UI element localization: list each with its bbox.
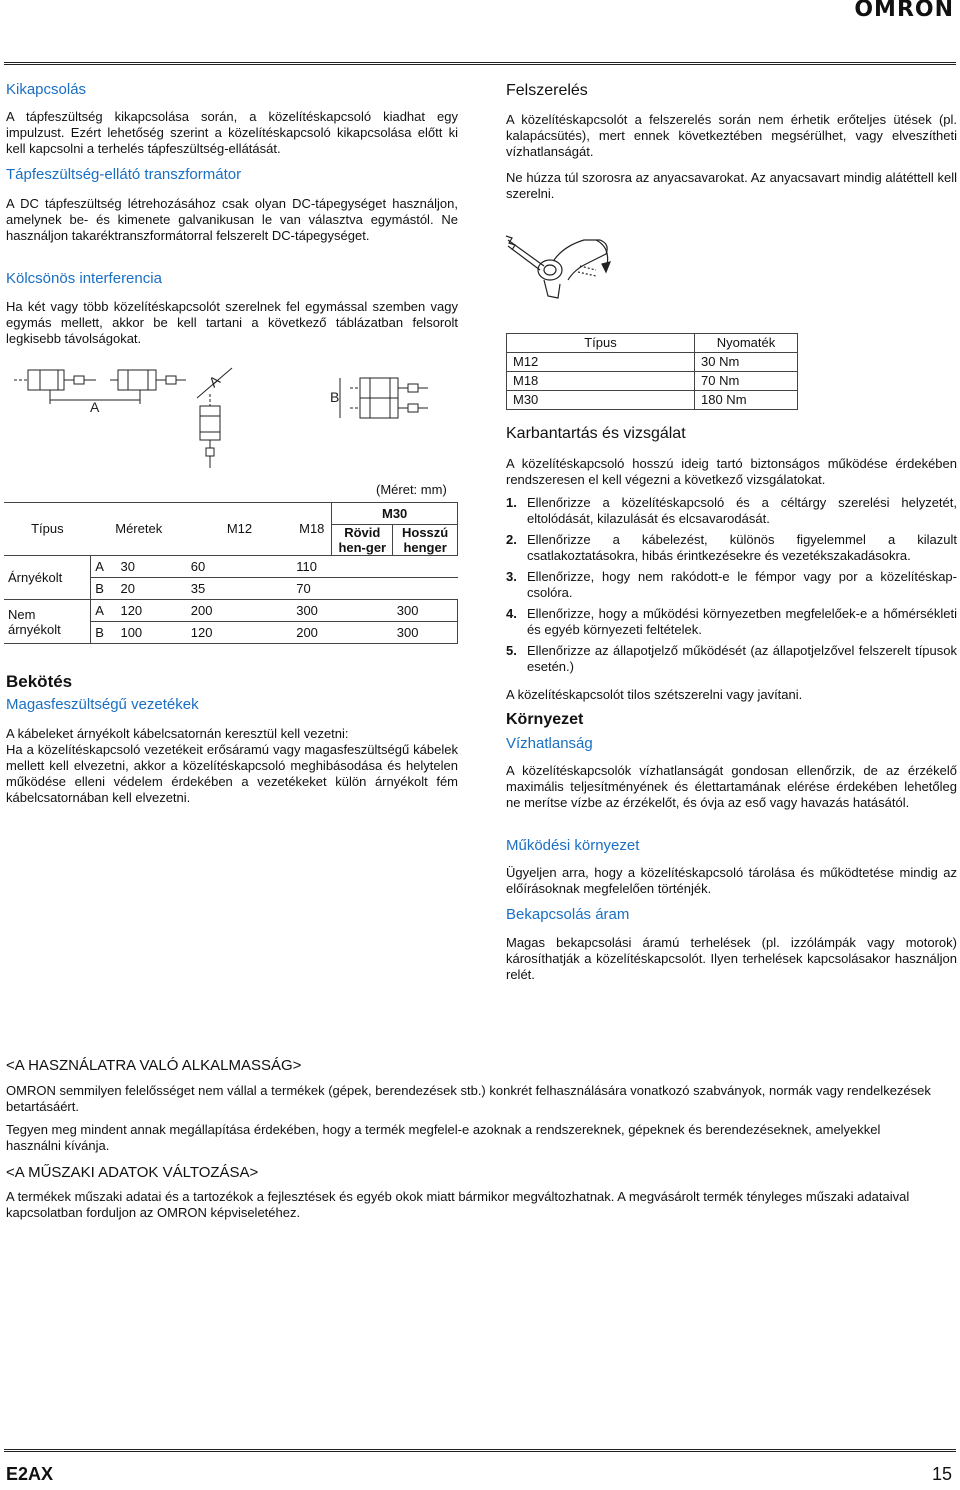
diagram-label-b: B: [330, 389, 340, 405]
interferencia-heading: Kölcsönös interferencia: [6, 270, 162, 287]
karbantartas-heading: Karbantartás és vizsgálat: [506, 425, 686, 442]
diagram-label-a1: A: [90, 399, 100, 415]
footer-rule: [4, 1449, 956, 1452]
wrench-illustration: [500, 218, 630, 300]
dist-header-hosszu: Hosszú henger: [393, 525, 458, 556]
omron-logo: OMRON: [854, 0, 954, 22]
vizhatlansag-text: A közelítéskapcsolók vízhatlanságát gondosan ellenőrzik, de az érzékelő maximális teljesítményének és élettartamának elérése érdekében lehetőleg ne merítse vízbe az érzékelőt, és óvja az eső vagy havazás hatásától.: [506, 763, 957, 810]
product-code: E2AX: [6, 1464, 54, 1484]
kornyezet-heading: Környezet: [506, 711, 584, 728]
kikapcsolas-text: A tápfeszültség kikapcsolása során, a közelítéskapcsoló kiadhat egy impulzust. Ezért lehetőség szerint a közelítéskapcsoló kikapcsolása előtt ki kell kapcsolni a terhelés tápfeszültség-ellátását.: [6, 109, 458, 156]
torque-row: M30 180 Nm: [507, 391, 798, 410]
magasfesz-text1: A kábeleket árnyékolt kábelcsatornán keresztül kell vezetni:: [6, 726, 349, 741]
check-item: 5. Ellenőrizze az állapotjelző működését (az állapotjelzővel felszerelt típusok esetén.): [506, 643, 957, 674]
torque-table: [506, 333, 798, 410]
unit-note: (Méret: mm): [376, 482, 447, 497]
magasfesz-text2: Ha a közelítéskapcsoló vezetékeit erősáramú vagy magasfeszültségű kábelek mellett kell elvezetni, akkor a közelítéskapcsoló meghibásodása és helytelen működése elleni védelem érdekében a vezetékeket külön árnyékolt fém kábelcsatornában kell elvezetni.: [6, 742, 458, 805]
felszereles-text1: A közelítéskapcsolót a felszerelés során nem érhetik erőteljes ütések (pl. kalapácsütés), mert ennek következtében megsérülhet, vagy elveszítheti vízhatlanságát.: [506, 112, 957, 159]
valtozasa-heading: <A MŰSZAKI ADATOK VÁLTOZÁSA>: [6, 1164, 259, 1181]
torque-row: M18 70 Nm: [507, 372, 798, 391]
karbantartas-intro: A közelítéskapcsoló hosszú ideig tartó biztonságos működése érdekében rendszeresen el kell végezni a következő vizsgálatokat.: [506, 456, 957, 487]
distance-table: [4, 502, 458, 644]
check-item: 1. Ellenőrizze a közelítéskapcsoló és a céltárgy szerelési helyzetét, eltolódását, kilazulását és elcsavarodását.: [506, 495, 957, 526]
kikapcsolas-heading: Kikapcsolás: [6, 81, 87, 98]
dist-header-m18: M18: [292, 503, 332, 556]
valtozasa-text: A termékek műszaki adatai és a tartozékok a fejlesztések és egyéb okok miatt bármikor megváltozhatnak. A megvásárolt termék tényleges műszaki adataival kapcsolatban forduljon az OMRON képviseletéhez.: [6, 1189, 910, 1220]
header-rule: [4, 62, 956, 65]
felszereles-heading: Felszerelés: [506, 82, 588, 99]
check-item: 4. Ellenőrizze, hogy a működési környezetben megfelelőek-e a hőmérsékleti és egyéb környezeti feltételek.: [506, 606, 957, 637]
alkalmassag-heading: <A HASZNÁLATRA VALÓ ALKALMASSÁG>: [6, 1057, 302, 1074]
bekapcsolas-heading: Bekapcsolás áram: [506, 906, 630, 923]
dist-row: B 20 35 70: [4, 578, 458, 600]
diagram-label-a2: A: [205, 372, 224, 391]
tilos-text: A közelítéskapcsolót tilos szétszerelni vagy javítani.: [506, 687, 803, 702]
dist-group-arnyekolt: Árnyékolt: [4, 556, 91, 600]
transzformator-text: A DC tápfeszültség létrehozásához csak olyan DC-tápegységet használjon, amelynek be- és kimenete galvanikusan le van választva egymástól. Ne használjon takaréktranszformátorral felszerelt DC-tápegységet.: [6, 196, 458, 243]
interference-diagram: [0, 360, 460, 470]
check-list: [506, 495, 957, 680]
interferencia-text: Ha két vagy több közelítéskapcsolót szerelnek fel egymással szemben vagy egymás mellett, akkor be kell tartani a következő táblázatban felsorolt legkisebb távolságokat.: [6, 299, 458, 346]
dist-group-nem-arnyekolt: Nem árnyékolt: [4, 600, 91, 644]
dist-header-m30: M30: [332, 503, 458, 525]
dist-row: Árnyékolt A 30 60 110: [4, 556, 458, 578]
bekotes-heading: Bekötés: [6, 672, 73, 691]
vizhatlansag-heading: Vízhatlanság: [506, 735, 593, 752]
alkalmassag-text2: Tegyen meg mindent annak megállapítása érdekében, hogy a termék megfelel-e azoknak a rendszereknek, gépeknek és berendezéseknek, amelyekkel használni kívánja.: [6, 1122, 881, 1153]
dist-header-m12: M12: [187, 503, 292, 556]
dist-row: Nem árnyékolt A 120 200 300 300: [4, 600, 458, 622]
mukodesi-text: Ügyeljen arra, hogy a közelítéskapcsoló tárolása és működtetése mindig az előírásoknak megfelelően történjék.: [506, 865, 957, 896]
dist-header-rovid: Rövid hen-ger: [332, 525, 393, 556]
torque-header-nyomatek: Nyomaték: [695, 334, 798, 353]
dist-header-tipus: Típus: [4, 503, 91, 556]
alkalmassag-text1: OMRON semmilyen felelősséget nem vállal a termékek (gépek, berendezések stb.) konkrét felhasználására vonatkozó szabványok, normák vagy rendelkezések betartásáért.: [6, 1083, 931, 1114]
felszereles-text2: Ne húzza túl szorosra az anyacsavarokat. Az anyacsavart mindig alátéttell kell szerelni.: [506, 170, 957, 201]
check-item: 3. Ellenőrizze, hogy nem rakódott-e le fémpor vagy por a közelítéskap-csolóra.: [506, 569, 957, 600]
transzformator-heading: Tápfeszültség-ellátó transzformátor: [6, 166, 242, 183]
dist-header-meretek: Méretek: [91, 503, 187, 556]
torque-row: M12 30 Nm: [507, 353, 798, 372]
mukodesi-heading: Működési környezet: [506, 837, 640, 854]
dist-row: B 100 120 200 300: [4, 622, 458, 644]
magasfesz-heading: Magasfeszültségű vezetékek: [6, 696, 199, 713]
check-item: 2. Ellenőrizze a kábelezést, különös figyelemmel a kilazult csatlakoztatásokra, hibás érintkezésekre és vezetékszakadásokra.: [506, 532, 957, 563]
page-number: 15: [931, 1464, 952, 1484]
torque-header-tipus: Típus: [507, 334, 695, 353]
bekapcsolas-text: Magas bekapcsolási áramú terhelések (pl. izzólámpák vagy motorok) károsíthatják a közelítéskapcsolót. Ilyen terhelések kapcsolásakor használjon relét.: [506, 935, 957, 982]
